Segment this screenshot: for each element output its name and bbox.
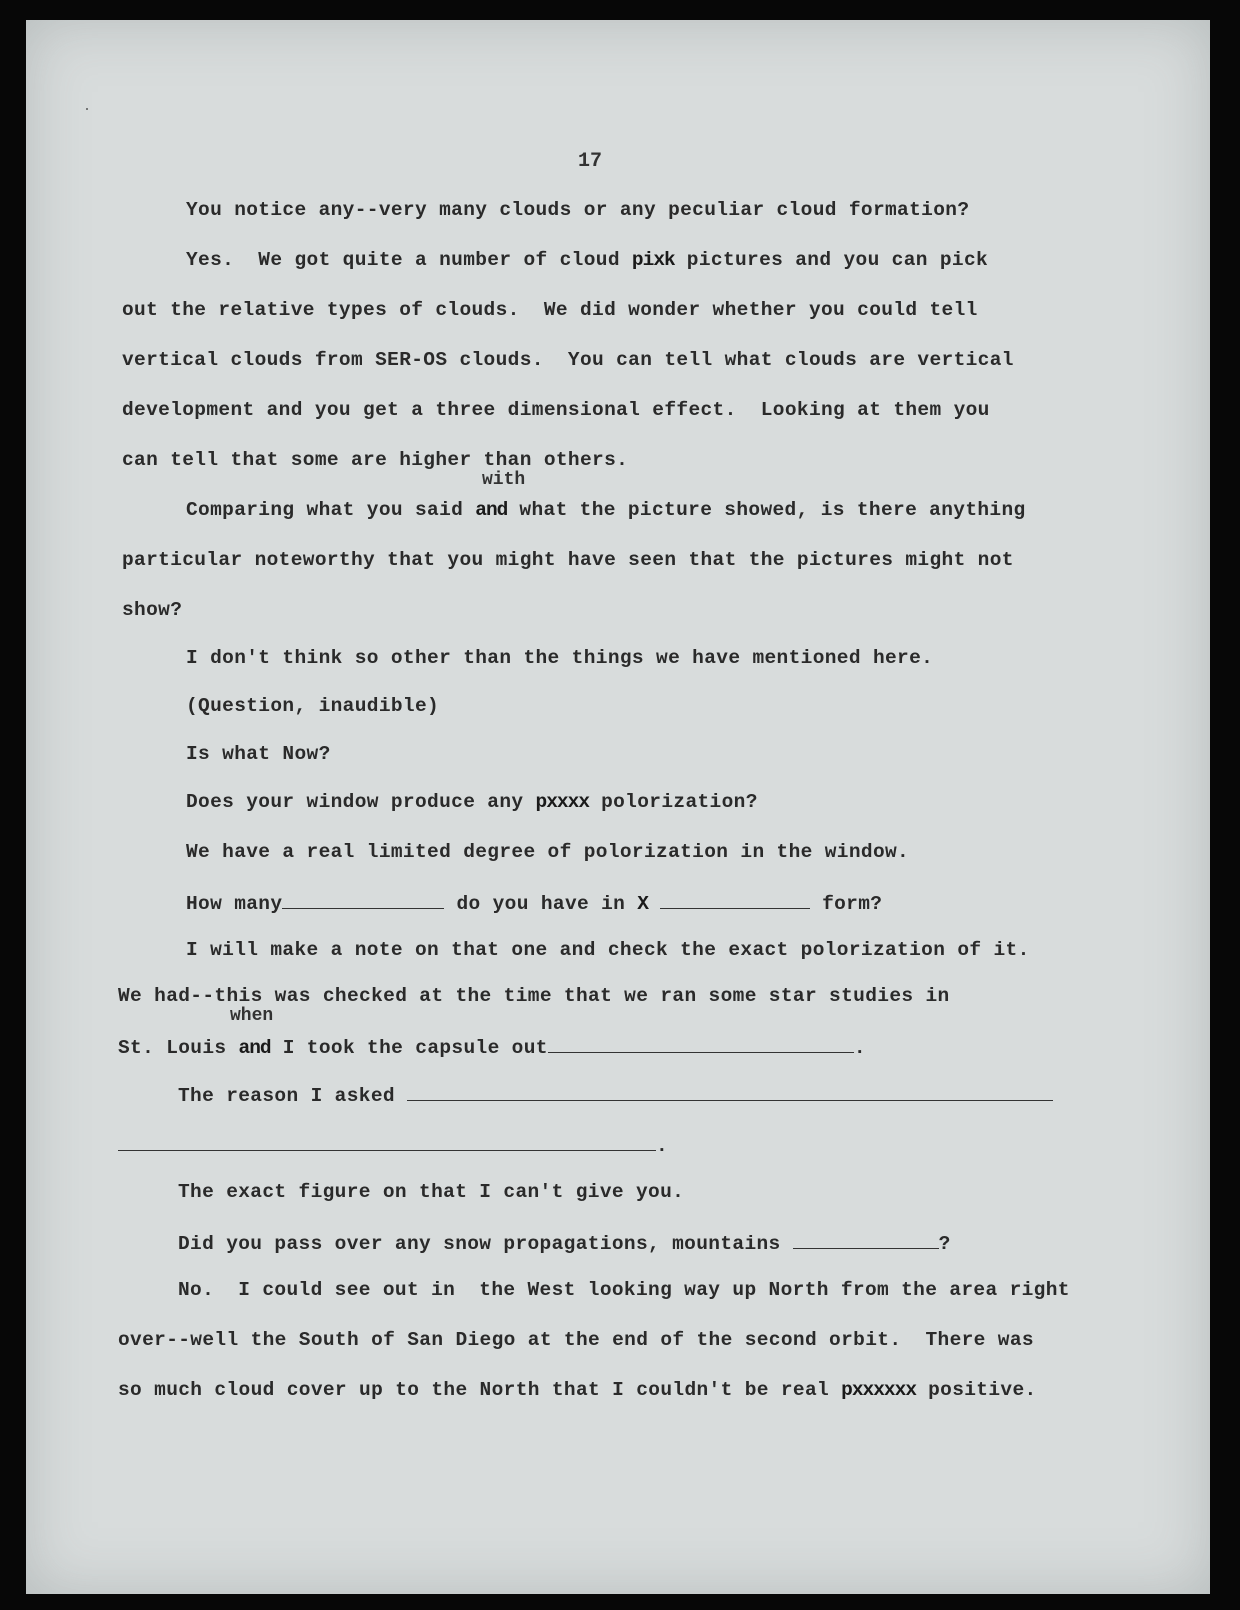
text-segment: . xyxy=(853,1037,866,1059)
text-segment: The reason I asked xyxy=(178,1085,395,1107)
transcript-line-14: We have a real limited degree of polorization in the window. xyxy=(186,841,910,863)
transcript-line-13 xyxy=(186,790,758,814)
scan-speck xyxy=(86,108,88,110)
struck-out-word: and xyxy=(475,499,508,521)
transcript-line-24: over--well the South of San Diego at the end of the second orbit. There was xyxy=(118,1329,1034,1351)
blank-line xyxy=(793,1228,939,1249)
transcript-line-7 xyxy=(186,498,1026,522)
text-segment: Does your window produce any xyxy=(186,791,536,813)
transcript-line-9: show? xyxy=(122,599,183,621)
transcript-line-3: out the relative types of clouds. We did wonder whether you could tell xyxy=(122,299,978,321)
text-segment: polorization? xyxy=(589,791,758,813)
transcript-line-22 xyxy=(178,1228,951,1256)
struck-out-word: pxxxxxx xyxy=(841,1379,917,1401)
struck-out-word: pxxxx xyxy=(535,791,590,813)
transcript-line-15 xyxy=(186,888,882,916)
text-segment: positive. xyxy=(916,1379,1037,1401)
transcript-line-16: I will make a note on that one and check the exact polorization of it. xyxy=(186,939,1030,961)
transcript-line-18 xyxy=(118,1032,866,1060)
transcript-line-4: vertical clouds from SER-OS clouds. You can tell what clouds are vertical xyxy=(122,349,1014,371)
blank-line xyxy=(407,1080,1053,1101)
transcript-line-21: The exact figure on that I can't give you. xyxy=(178,1181,685,1203)
transcript-line-10: I don't think so other than the things we have mentioned here. xyxy=(186,647,934,669)
blank-line xyxy=(548,1032,854,1053)
blank-line xyxy=(660,888,810,909)
transcript-line-20 xyxy=(118,1130,668,1158)
transcript-line-6: can tell that some are higher than others. xyxy=(122,449,629,471)
struck-out-word: and xyxy=(238,1037,271,1059)
transcript-line-17: We had--this was checked at the time that we ran some star studies in xyxy=(118,985,950,1007)
text-segment: How many xyxy=(186,893,283,915)
transcript-line-25 xyxy=(118,1378,1037,1402)
text-segment xyxy=(395,1085,407,1107)
transcript-line-19 xyxy=(178,1080,1053,1108)
transcript-line-11: (Question, inaudible) xyxy=(186,695,440,717)
transcript-line-12: Is what Now? xyxy=(186,743,331,765)
insertion-with: with xyxy=(482,470,526,490)
text-segment: do you have in xyxy=(444,893,638,915)
text-segment: what the picture showed, is there anything xyxy=(507,499,1026,521)
text-segment: Did you pass over any snow propagations, mountains xyxy=(178,1233,781,1255)
text-segment: Yes. We got quite a number of cloud xyxy=(186,249,632,271)
text-segment: St. Louis xyxy=(118,1037,239,1059)
transcript-line-8: particular noteworthy that you might have seen that the pictures might not xyxy=(122,549,1014,571)
transcript-line-23: No. I could see out in the West looking way up North from the area right xyxy=(178,1279,1070,1301)
text-segment: I took the capsule out xyxy=(270,1037,548,1059)
text-segment: so much cloud cover up to the North that I couldn't be real xyxy=(118,1379,842,1401)
text-segment xyxy=(781,1233,793,1255)
text-segment: . xyxy=(656,1135,669,1157)
text-segment: pictures and you can pick xyxy=(674,249,989,271)
text-segment: Comparing what you said xyxy=(186,499,476,521)
transcript-line-2 xyxy=(186,248,988,272)
insertion-when: when xyxy=(230,1006,274,1026)
transcript-line-1: You notice any--very many clouds or any peculiar cloud formation? xyxy=(186,199,970,221)
document-page xyxy=(26,20,1210,1594)
struck-out-word: pixk xyxy=(631,249,675,271)
text-segment: form? xyxy=(810,893,883,915)
blank-line xyxy=(282,888,444,909)
page-number: 17 xyxy=(578,150,603,173)
text-segment: ? xyxy=(938,1233,951,1255)
text-segment xyxy=(648,893,660,915)
struck-out-word: X xyxy=(637,893,648,915)
blank-line xyxy=(118,1130,656,1151)
transcript-line-5: development and you get a three dimensional effect. Looking at them you xyxy=(122,399,990,421)
